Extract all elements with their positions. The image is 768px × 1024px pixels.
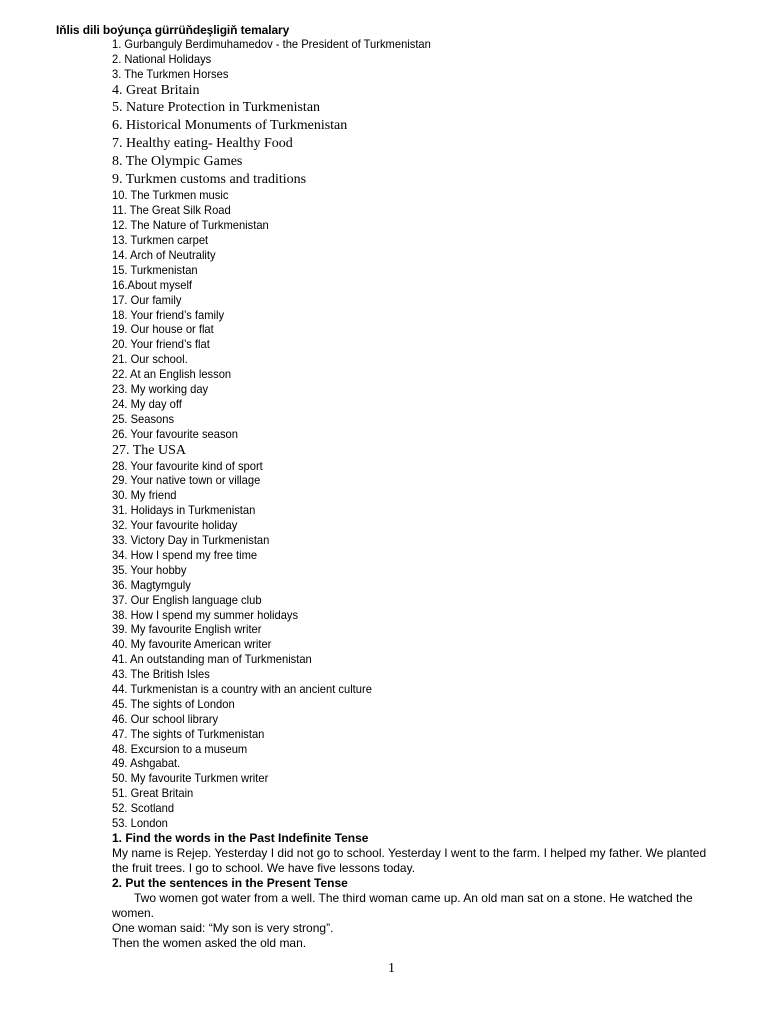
exercise-2-heading: 2. Put the sentences in the Present Tense bbox=[112, 876, 348, 890]
topic-item: 13. Turkmen carpet bbox=[112, 233, 209, 248]
topic-item: 33. Victory Day in Turkmenistan bbox=[112, 533, 270, 548]
topic-item: 50. My favourite Turkmen writer bbox=[112, 771, 269, 786]
topic-item: 38. How I spend my summer holidays bbox=[112, 607, 299, 622]
topic-item: 52. Scotland bbox=[112, 801, 175, 816]
topic-list bbox=[112, 37, 455, 831]
topic-item: 20. Your friend’s flat bbox=[112, 337, 210, 352]
topic-item: 5. Nature Protection in Turkmenistan bbox=[112, 100, 321, 116]
topic-item: 32. Your favourite holiday bbox=[112, 518, 238, 533]
topic-item: 25. Seasons bbox=[112, 411, 175, 426]
topic-item: 26. Your favourite season bbox=[112, 426, 238, 441]
topic-item: 7. Healthy eating- Healthy Food bbox=[112, 136, 293, 152]
topic-item: 35. Your hobby bbox=[112, 562, 187, 577]
topic-item: 28. Your favourite kind of sport bbox=[112, 458, 263, 473]
topic-item: 17. Our family bbox=[112, 292, 182, 307]
topic-item: 12. The Nature of Turkmenistan bbox=[112, 218, 269, 233]
topic-item: 53. London bbox=[112, 815, 168, 830]
exercise-2-line: One woman said: “My son is very strong”. bbox=[112, 921, 334, 935]
topic-item: 23. My working day bbox=[112, 382, 209, 397]
topic-item: 46. Our school library bbox=[112, 711, 219, 726]
topic-item: 4. Great Britain bbox=[112, 82, 200, 98]
topic-item: 39. My favourite English writer bbox=[112, 622, 262, 637]
topic-item: 14. Arch of Neutrality bbox=[112, 248, 216, 263]
topic-item: 1. Gurbanguly Berdimuhamedov - the President of Turkmenistan bbox=[112, 37, 431, 51]
exercise-2-line: Two women got water from a well. The third woman came up. An old man sat on a stone. He watched the women. bbox=[112, 891, 693, 920]
topic-item: 9. Turkmen customs and traditions bbox=[112, 171, 307, 187]
topic-item: 36. Magtymguly bbox=[112, 577, 191, 592]
topic-item: 11. The Great Silk Road bbox=[112, 203, 231, 218]
topic-item: 10. The Turkmen music bbox=[112, 188, 229, 203]
topic-item: 40. My favourite American writer bbox=[112, 637, 272, 652]
topic-item: 29. Your native town or village bbox=[112, 473, 261, 488]
topic-item: 30. My friend bbox=[112, 488, 177, 503]
topic-item: 22. At an English lesson bbox=[112, 367, 232, 382]
topic-item: 41. An outstanding man of Turkmenistan bbox=[112, 652, 312, 667]
topic-item: 16.About myself bbox=[112, 277, 193, 292]
topic-item: 47. The sights of Turkmenistan bbox=[112, 726, 265, 741]
exercise-1-text: My name is Rejep. Yesterday I did not go to school. Yesterday I went to the farm. I helped my father. We planted the fruit trees. I go to school. We have five lessons today. bbox=[112, 846, 707, 875]
topic-item: 43. The British Isles bbox=[112, 667, 210, 682]
exercise-1-heading: 1. Find the words in the Past Indefinite Tense bbox=[112, 831, 369, 845]
topic-item: 8. The Olympic Games bbox=[112, 153, 243, 169]
page-number: 1 bbox=[388, 961, 395, 976]
topic-item: 31. Holidays in Turkmenistan bbox=[112, 503, 256, 518]
topic-item: 37. Our English language club bbox=[112, 592, 262, 607]
topic-item: 18. Your friend’s family bbox=[112, 307, 225, 322]
topic-item: 24. My day off bbox=[112, 396, 182, 411]
topic-item: 6. Historical Monuments of Turkmenistan bbox=[112, 118, 348, 134]
exercises-section bbox=[112, 831, 724, 951]
topic-item: 27. The USA bbox=[112, 442, 187, 458]
topic-item: 21. Our school. bbox=[112, 352, 188, 367]
topic-item: 2. National Holidays bbox=[112, 51, 212, 66]
topic-item: 3. The Turkmen Horses bbox=[112, 66, 229, 81]
topic-item: 51. Great Britain bbox=[112, 786, 194, 801]
topic-item: 45. The sights of London bbox=[112, 696, 235, 711]
topic-item: 44. Turkmenistan is a country with an ancient culture bbox=[112, 681, 372, 696]
topic-item: 48. Excursion to a museum bbox=[112, 741, 248, 756]
topic-item: 34. How I spend my free time bbox=[112, 547, 258, 562]
exercise-2-line: Then the women asked the old man. bbox=[112, 936, 307, 950]
document-title: Iňlis dili boýunça gürrüňdeşligiň temalary bbox=[56, 23, 290, 37]
topic-item: 49. Ashgabat. bbox=[112, 756, 181, 771]
topic-item: 19. Our house or flat bbox=[112, 322, 214, 337]
topic-item: 15. Turkmenistan bbox=[112, 262, 198, 277]
